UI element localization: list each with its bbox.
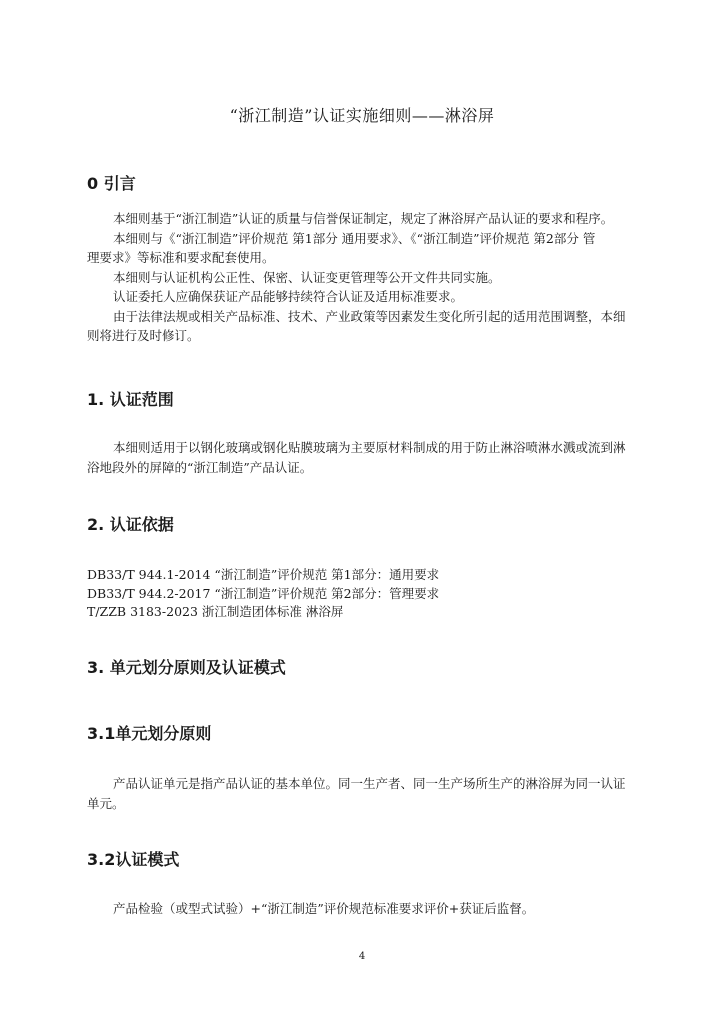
intro-line: 则将进行及时修订。 [87,328,200,343]
document-title: “浙江制造”认证实施细则——淋浴屏 [229,106,495,125]
standard-item: T/ZZB 3183-2023 浙江制造团体标准 淋浴屏 [87,604,344,619]
standard-item: DB33/T 944.2-2017 “浙江制造”评价规范 第2部分：管理要求 [87,585,440,601]
cert-mode-line: 产品检验（或型式试验）+“浙江制造”评价规范标准要求评价+获证后监督。 [113,901,535,916]
section-heading-basis: 2. 认证依据 [87,515,174,534]
cert-mode-paragraph [87,899,639,919]
section-heading-scope: 1. 认证范围 [87,390,174,409]
intro-line: 本细则与认证机构公正性、保密、认证变更管理等公开文件共同实施。 [113,269,501,285]
standard-item: DB33/T 944.1-2014 “浙江制造”评价规范 第1部分：通用要求 [87,567,440,582]
section-heading-unit-principle: 3.1单元划分原则 [87,724,212,743]
section-heading-cert-mode: 3.2认证模式 [87,850,180,869]
scope-line: 浴地段外的屏障的“浙江制造”产品认证。 [87,459,313,475]
basis-standards-list [87,566,639,622]
unit-principle-line: 产品认证单元是指产品认证的基本单位。同一生产者、同一生产场所生产的淋浴屏为同一认证 [113,776,626,791]
section-heading-intro: 0 引言 [87,174,136,193]
section-heading-unit-mode: 3. 单元划分原则及认证模式 [87,658,286,677]
intro-line: 本细则与《“浙江制造”评价规范 第1部分 通用要求》、《“浙江制造”评价规范 第2部分 管 [113,230,596,246]
unit-principle-paragraph [87,774,639,813]
scope-line: 本细则适用于以钢化玻璃或钢化贴膜玻璃为主要原材料制成的用于防止淋浴喷淋水溅或流到淋 [113,440,626,455]
intro-paragraph [87,209,639,346]
unit-principle-line: 单元。 [87,795,125,811]
page-number: 4 [358,951,366,962]
intro-line: 认证委托人应确保获证产品能够持续符合认证及适用标准要求。 [113,289,464,304]
intro-line: 由于法律法规或相关产品标准、技术、产业政策等因素发生变化所引起的适用范围调整，本细 [113,308,626,324]
intro-line: 本细则基于“浙江制造”认证的质量与信誉保证制定，规定了淋浴屏产品认证的要求和程序。 [113,211,614,226]
scope-paragraph [87,438,639,477]
intro-line: 理要求》等标准和要求配套使用。 [87,250,275,265]
